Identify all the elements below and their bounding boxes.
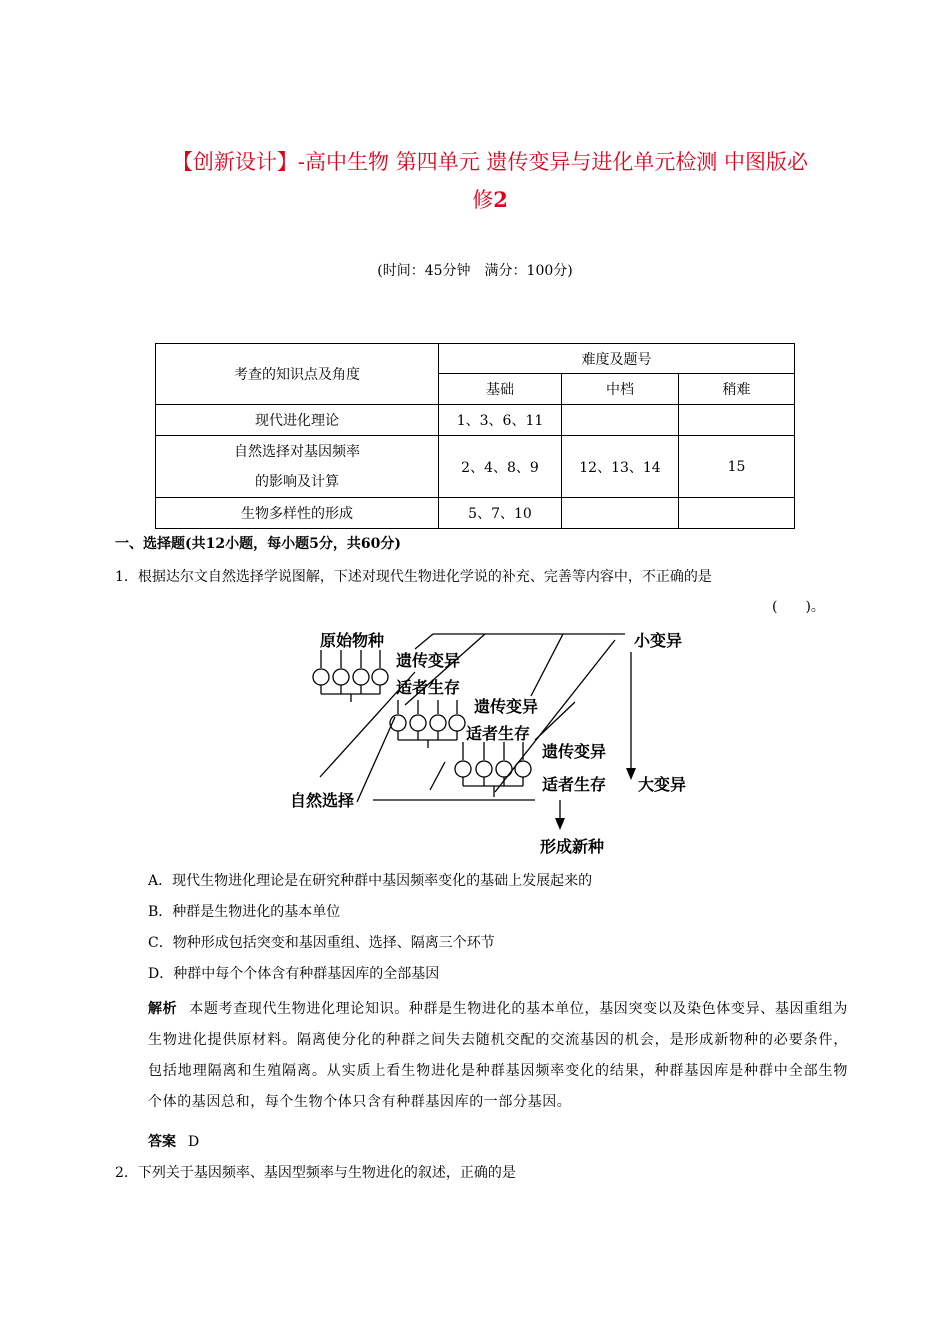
title-line-1: 【创新设计】-高中生物 第四单元 遗传变异与进化单元检测 中图版必 — [171, 150, 809, 174]
table-cell-basic: 2、4、8、9 — [439, 436, 562, 498]
table-header-difficulty: 难度及题号 — [439, 344, 795, 374]
label-survival-of-fittest: 适者生存 — [466, 724, 531, 743]
section-heading — [115, 533, 401, 553]
analysis-label: 解析 — [148, 1001, 178, 1017]
section-heading-text: 一、选择题(共12小题，每小题5分，共60分) — [115, 536, 401, 552]
option-b: B．种群是生物进化的基本单位 — [148, 904, 341, 920]
table-header-topic: 考查的知识点及角度 — [156, 344, 439, 405]
table-cell-hard: 15 — [679, 436, 795, 498]
analysis-block — [148, 994, 848, 1118]
table-cell-basic: 5、7、10 — [439, 498, 562, 529]
table-cell-topic-line-2: 的影响及计算 — [255, 473, 339, 490]
title-line-2-number: 2 — [493, 187, 508, 212]
table-cell-topic: 生物多样性的形成 — [156, 498, 439, 529]
table-cell-medium — [562, 405, 679, 436]
exam-info: (时间：45分钟 满分：100分) — [377, 263, 573, 279]
knowledge-table — [155, 343, 795, 529]
table-cell-hard — [679, 405, 795, 436]
label-large-variation: 大变异 — [638, 775, 687, 794]
option-c: C．物种形成包括突变和基因重组、选择、隔离三个环节 — [148, 935, 495, 951]
table-cell-topic — [156, 436, 439, 498]
label-heritable-variation: 遗传变异 — [474, 697, 539, 716]
table-cell-hard — [679, 498, 795, 529]
darwin-diagram — [285, 622, 705, 862]
label-heritable-variation: 遗传变异 — [542, 742, 607, 761]
table-row — [156, 405, 795, 436]
question-2-stem: 2．下列关于基因频率、基因型频率与生物进化的叙述，正确的是 — [115, 1165, 516, 1181]
answer-value: D — [188, 1134, 200, 1150]
table-cell-topic: 现代进化理论 — [156, 405, 439, 436]
label-original-species: 原始物种 — [320, 631, 385, 650]
option-d: D．种群中每个个体含有种群基因库的全部基因 — [148, 966, 440, 982]
table-cell-medium: 12、13、14 — [562, 436, 679, 498]
table-cell-medium — [562, 498, 679, 529]
table-header-hard: 稍难 — [679, 374, 795, 405]
table-cell-basic: 1、3、6、11 — [439, 405, 562, 436]
table-row — [156, 436, 795, 498]
table-cell-topic-line-1: 自然选择对基因频率 — [234, 443, 360, 460]
table-row — [156, 498, 795, 529]
answer-bracket: ( )。 — [772, 599, 825, 615]
table-header-basic: 基础 — [439, 374, 562, 405]
document-title — [150, 144, 830, 219]
label-natural-selection: 自然选择 — [290, 791, 355, 810]
label-small-variation: 小变异 — [634, 631, 683, 650]
option-a: A．现代生物进化理论是在研究种群中基因频率变化的基础上发展起来的 — [148, 873, 593, 889]
table-header-medium: 中档 — [562, 374, 679, 405]
answer-block — [148, 1131, 199, 1151]
label-survival-of-fittest: 适者生存 — [542, 775, 607, 794]
label-heritable-variation: 遗传变异 — [396, 651, 461, 670]
title-line-2 — [150, 181, 830, 219]
question-1-stem: 1．根据达尔文自然选择学说图解，下述对现代生物进化学说的补充、完善等内容中，不正确的是 — [115, 569, 712, 585]
analysis-text: 本题考查现代生物进化理论知识。种群是生物进化的基本单位，基因突变以及染色体变异、基因重组为生物进化提供原材料。隔离使分化的种群之间失去随机交配的交流基因的机会，是形成新物种的必要条件，包括地理隔离和生殖隔离。从实质上看生物进化是种群基因频率变化的结果，种群基因库是种群中全部生物个体的基因总和，每个生物个体只含有种群基因库的一部分基因。 — [148, 1001, 848, 1110]
label-new-species: 形成新种 — [540, 837, 605, 856]
title-line-2-text: 修 — [472, 188, 494, 212]
label-survival-of-fittest: 适者生存 — [396, 678, 461, 697]
answer-label: 答案 — [148, 1134, 176, 1150]
